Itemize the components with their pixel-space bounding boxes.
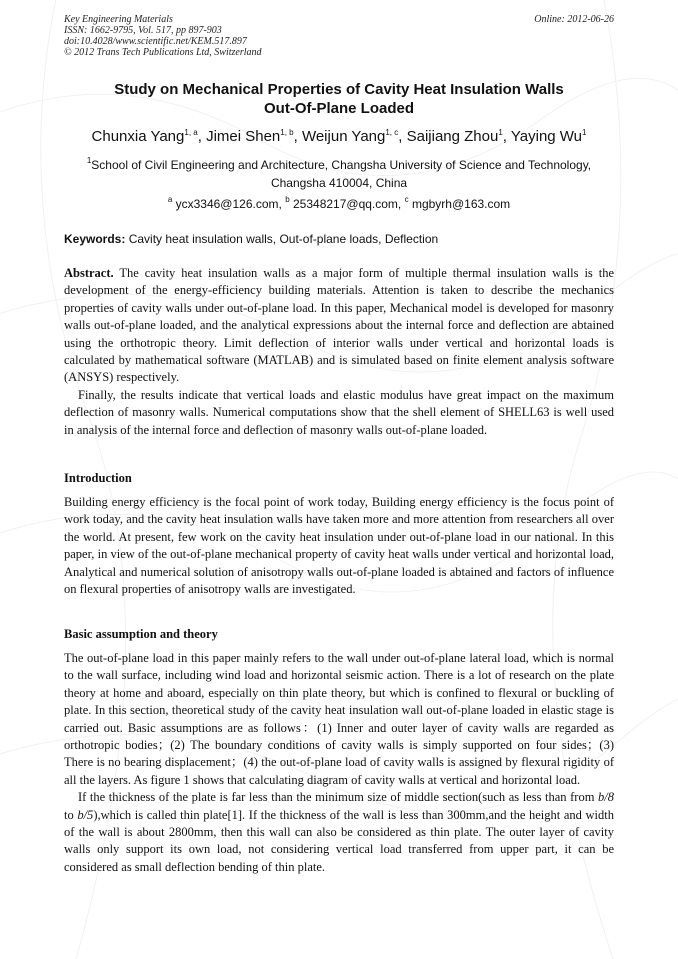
author-affil-sup: 1, a	[184, 128, 198, 137]
affiliation-line-2: Changsha 410004, China	[270, 176, 408, 190]
copyright-line: © 2012 Trans Tech Publications Ltd, Switzerland	[64, 47, 262, 58]
basic-p2-text-e: ),which is called thin plate[1]. If the thickness of the wall is less than 300mm,and the height and width of the wall is about 2800mm, then this wall can also be considered as thin plate. The outer layer of cavity walls only support its own load, not considering vertical load transferred from upper part, it can be considered as small deflection bending of thin plate.	[64, 807, 614, 874]
email-link[interactable]: ycx3346@126.com,	[175, 197, 282, 211]
issn-line: ISSN: 1662-9795, Vol. 517, pp 897-903	[64, 25, 222, 36]
affiliation	[64, 152, 614, 192]
author-name: Jimei Shen	[206, 128, 281, 145]
email-sup: c	[404, 195, 409, 204]
affiliation-line-1: School of Civil Engineering and Architecture, Changsha University of Science and Technology,	[91, 158, 592, 172]
email-list	[0, 195, 678, 211]
keywords-label: Keywords:	[64, 232, 126, 246]
author-name: Weijun Yang	[301, 128, 386, 145]
basic-p2-text-a: If the thickness of the plate is far less than the minimum size of middle section(such as less than from	[78, 790, 599, 805]
basic-p2-italic-b8: b/8	[598, 790, 614, 805]
title-line-2: Out-Of-Plane Loaded	[264, 100, 414, 117]
online-date: Online: 2012-06-26	[534, 14, 614, 25]
title-line-1: Study on Mechanical Properties of Cavity Heat Insulation Walls	[114, 81, 564, 98]
basic-p2-text-c: to	[64, 807, 78, 822]
author-affil-sup: 1	[582, 128, 587, 137]
basic-p2-italic-b5: b/5	[77, 807, 94, 822]
email-link[interactable]: mgbyrh@163.com	[411, 197, 511, 211]
introduction-heading: Introduction	[64, 471, 132, 485]
basic-paragraph-1: The out-of-plane load in this paper mainly refers to the wall under out-of-plane lateral load, which is normal to the wall surface, including wind load and horizontal seismic action. There is a lot of research on the plate theory at home and aboard, especially on thin plate theory, but which is confined to flexural or buckling of plate. In this section, theoretical study of the cavity heat insulation wall out-of-plane loaded in elastic stage is carried out. Basic assumptions are as follows：(1) Inner and outer layer of cavity walls are regarded as orthotropic bodies；(2) The boundary conditions of cavity walls is simply supported on four sides；(3) There is no bearing displacement；(4) the out-of-plane load of cavity walls is assigned by flexural rigidity of all the layers. As figure 1 shows that calculating diagram of cavity walls at vertical and horizontal load.	[64, 651, 614, 787]
keywords	[64, 232, 614, 246]
author-list: Chunxia Yang$^{1, a}$, Jimei Shen$^{1, b}$, Weijun Yang$^{1, c}$, Saijiang Zhou$^1$, Yaying Wu$^1$	[91, 128, 587, 145]
email-link[interactable]: 25348217@qq.com,	[293, 197, 402, 211]
abstract-label: Abstract.	[64, 266, 114, 280]
abstract-paragraph-2: Finally, the results indicate that vertical loads and elastic modulus have great impact on the maximum deflection of masonry walls. Numerical computations show that the shell element of SHELL63 is well used in analysis of the internal force and deflection of masonry walls out-of-plane loaded.	[64, 387, 614, 437]
author-name: Chunxia Yang	[91, 128, 185, 145]
author-affil-sup: 1, c	[385, 128, 399, 137]
keywords-text: Cavity heat insulation walls, Out-of-plane loads, Deflection	[128, 232, 439, 246]
abstract-section	[64, 265, 614, 439]
basic-assumption-heading: Basic assumption and theory	[64, 627, 218, 641]
introduction-paragraph: Building energy efficiency is the focal point of work today, Building energy efficiency is the focus point of work today, and the cavity heat insulation walls have taken more and more attention from researchers all over the world. At present, few work on the cavity heat insulation under out-of-plane load in our national. In this paper, in view of the out-of-plane mechanical property of cavity heat walls under vertical and horizontal load, Analytical and numerical solution of anisotropy walls out-of-plane loaded is abtained and factors of influence on flexural properties of anisotropy walls are investigated.	[64, 495, 614, 597]
journal-header	[64, 14, 262, 58]
basic-assumption-section	[64, 650, 614, 876]
email-sup: a	[167, 195, 173, 204]
journal-name: Key Engineering Materials	[64, 14, 173, 25]
basic-paragraph-2	[64, 789, 614, 876]
author-name: Yaying Wu	[510, 128, 583, 145]
email-sup: b	[285, 195, 290, 204]
affiliation-sup: 1	[86, 156, 92, 165]
paper-title	[0, 80, 678, 118]
author-name: Saijiang Zhou	[406, 128, 499, 145]
author-affil-sup: 1	[498, 128, 503, 137]
author-affil-sup: 1, b	[280, 128, 294, 137]
doi-line[interactable]: doi:10.4028/www.scientific.net/KEM.517.897	[64, 36, 247, 47]
abstract-paragraph-1: The cavity heat insulation walls as a major form of multiple thermal insulation walls is the development of the energy-efficiency building materials. Attention is taken to describe the mechanics properties of cavity walls under out-of-plane load. In this paper, Mechanical model is developed for masonry walls out-of-plane loaded, and the analytical expressions about the internal force and deflection are abtained using the orthotropic theory. Limit deflection of interior walls under vertical and horizontal loads is calculated by mathematical software (MATLAB) and is simulated based on finite element analysis software (ANSYS) respectively.	[64, 266, 615, 385]
